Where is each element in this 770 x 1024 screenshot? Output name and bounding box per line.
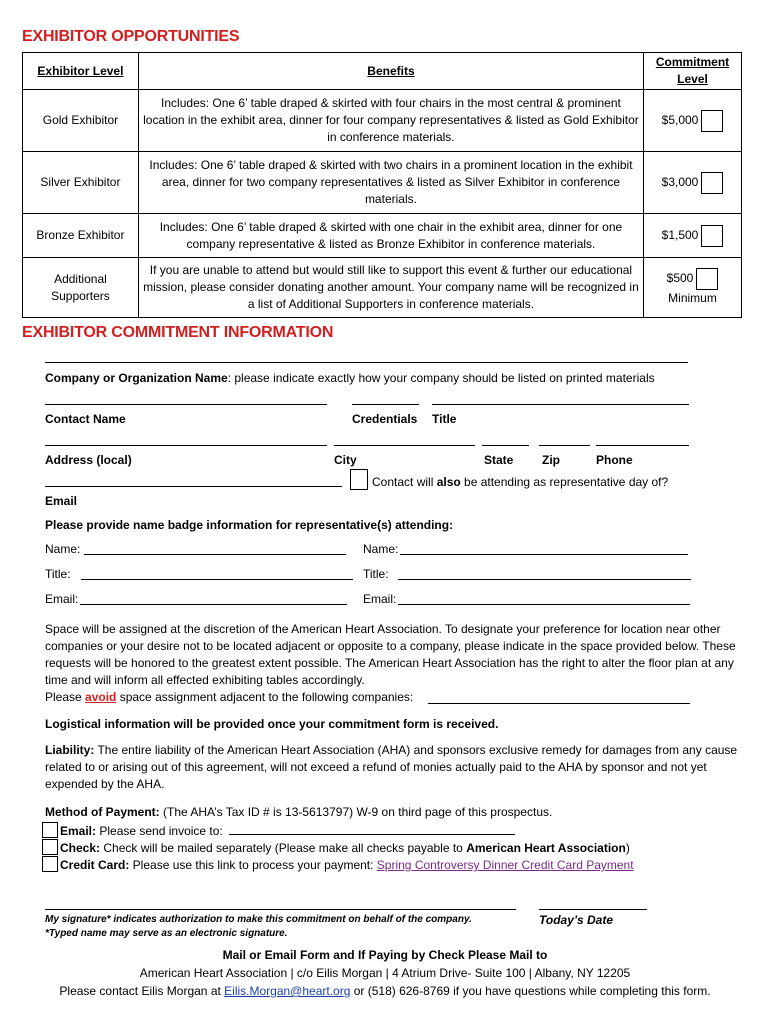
badge-heading: Please provide name badge information for representative(s) attending: xyxy=(45,518,454,532)
space-paragraph: Space will be assigned at the discretion of the American Heart Association. To designate your preference for location near other companies or your desire not to be located adjacent or opposite to a company, please indicate in the space provided below. These requests will be honored to the greatest extent possible. The American Heart Association has the right to alter the floor plan at any time and will inform all effected exhibiting tables accordingly. xyxy=(45,622,736,687)
avoid-word: avoid xyxy=(85,690,117,704)
email-label: Email xyxy=(45,494,78,508)
amount-value: $500 xyxy=(666,271,694,286)
pay-check-payee: American Heart Association xyxy=(466,841,626,855)
liability-text: The entire liability of the American Heart Association (AHA) and sponsors exclusive remedy for damages from any cause related to or arising out of this agreement, will not exceed a refund of monies actually paid to the AHA by sponsor and not yet expended by the AHA. xyxy=(45,743,738,791)
avoid-post: space assignment adjacent to the following companies: xyxy=(116,690,414,704)
address-label: Address (local) xyxy=(45,453,132,467)
amount-cell xyxy=(644,258,742,318)
credit-card-link[interactable]: Spring Controversy Dinner Credit Card Payment xyxy=(376,858,634,872)
phone-label: Phone xyxy=(596,453,633,467)
pay-check-row xyxy=(42,839,630,855)
signature-line[interactable] xyxy=(45,909,516,910)
attending-question xyxy=(372,475,668,489)
table-row xyxy=(23,90,742,152)
level-cell: Additional Supporters xyxy=(23,258,139,318)
payment-text: (The AHA’s Tax ID # is 13-5613797) W-9 on third page of this prospectus. xyxy=(159,805,553,819)
pay-card-checkbox[interactable] xyxy=(42,856,58,872)
benefits-cell: If you are unable to attend but would still like to support this event & further our educational mission, please consider donating another amount. Your company name will be recognized in a list of Additional Supporters in conference materials. xyxy=(138,258,643,318)
pay-card-label: Credit Card: xyxy=(60,858,130,872)
contact-name-line[interactable] xyxy=(45,404,327,405)
invoice-email-line[interactable] xyxy=(229,834,515,835)
contact-email-link[interactable]: Eilis.Morgan@heart.org xyxy=(224,984,351,998)
pay-email-label: Email: xyxy=(60,824,97,838)
city-line[interactable] xyxy=(334,445,475,446)
liability-label: Liability: xyxy=(45,743,95,757)
benefits-cell: Includes: One 6’ table draped & skirted with one chair in the exhibit area, dinner for one company representative & listed as Bronze Exhibitor in conference materials. xyxy=(138,214,643,258)
section-title-opportunities: EXHIBITOR OPPORTUNITIES xyxy=(22,28,240,45)
title-label: Title xyxy=(432,412,457,426)
credentials-label: Credentials xyxy=(352,412,418,426)
city-label: City xyxy=(334,453,357,467)
avoid-row xyxy=(45,690,413,704)
badge-title-label: Title: xyxy=(363,567,389,581)
badge-name-line-1[interactable] xyxy=(84,554,346,555)
liability-paragraph xyxy=(45,742,745,793)
pay-check-label: Check: xyxy=(60,841,101,855)
amount-value: $1,500 xyxy=(661,227,699,242)
email-line[interactable] xyxy=(45,486,342,487)
badge-email-label: Email: xyxy=(363,592,397,606)
todays-date-label: Today’s Date xyxy=(539,913,614,927)
logistics-note: Logistical information will be provided once your commitment form is received. xyxy=(45,717,499,731)
attending-pre: Contact will xyxy=(372,475,437,489)
title-line[interactable] xyxy=(432,404,689,405)
benefits-cell: Includes: One 6’ table draped & skirted with four chairs in the most central & prominent location in the exhibit area, dinner for four company representatives & listed as Gold Exhibitor in conference materials. xyxy=(138,90,643,152)
pay-email-text: Please send invoice to: xyxy=(96,824,223,838)
section-title-commitment: EXHIBITOR COMMITMENT INFORMATION xyxy=(22,324,334,341)
amount-cell xyxy=(644,214,742,258)
attending-bold: also xyxy=(436,475,461,489)
badge-name-line-2[interactable] xyxy=(400,554,688,555)
table-row xyxy=(23,258,742,318)
level-cell: Gold Exhibitor xyxy=(23,90,139,152)
badge-title-label: Title: xyxy=(45,567,71,581)
footer-contact xyxy=(0,984,770,998)
avoid-pre: Please xyxy=(45,690,86,704)
amount-note: Minimum xyxy=(668,291,717,305)
badge-name-label: Name: xyxy=(363,542,399,556)
company-hint: : please indicate exactly how your company should be listed on printed materials xyxy=(227,371,655,385)
badge-title-line-2[interactable] xyxy=(398,579,691,580)
pay-check-text: Check will be mailed separately (Please make all checks payable to xyxy=(100,841,467,855)
badge-name-label: Name: xyxy=(45,542,81,556)
pay-card-row xyxy=(42,856,634,872)
table-row xyxy=(23,152,742,214)
contact-post: or (518) 626-8769 if you have questions while completing this form. xyxy=(350,984,711,998)
silver-checkbox[interactable] xyxy=(701,172,723,194)
footer-heading: Mail or Email Form and If Paying by Check Please Mail to xyxy=(222,948,548,962)
payment-label: Method of Payment: xyxy=(45,805,160,819)
payment-row xyxy=(45,805,552,819)
header-level: Exhibitor Level xyxy=(23,53,139,90)
benefits-cell: Includes: One 6’ table draped & skirted with two chairs in a prominent location in the exhibit area, dinner for two company representatives & listed as Silver Exhibitor in conference materials. xyxy=(138,152,643,214)
signature-note: My signature* indicates authorization to make this commitment on behalf of the company. xyxy=(45,914,472,925)
pay-check-checkbox[interactable] xyxy=(42,839,58,855)
header-benefits: Benefits xyxy=(138,53,643,90)
amount-value: $5,000 xyxy=(661,112,699,127)
table-row xyxy=(23,214,742,258)
amount-cell xyxy=(644,90,742,152)
level-cell: Bronze Exhibitor xyxy=(23,214,139,258)
contact-pre: Please contact Eilis Morgan at xyxy=(59,984,225,998)
company-label: Company or Organization Name xyxy=(45,371,228,385)
pay-check-end: ) xyxy=(625,841,630,855)
contact-name-label: Contact Name xyxy=(45,412,126,426)
address-line[interactable] xyxy=(45,445,327,446)
badge-email-line-2[interactable] xyxy=(398,604,690,605)
level-cell: Silver Exhibitor xyxy=(23,152,139,214)
supporter-checkbox[interactable] xyxy=(696,268,718,290)
pay-email-row xyxy=(42,822,223,838)
typed-name-note: *Typed name may serve as an electronic signature. xyxy=(45,928,288,939)
badge-email-label: Email: xyxy=(45,592,79,606)
zip-line[interactable] xyxy=(539,445,590,446)
bronze-checkbox[interactable] xyxy=(701,225,723,247)
attending-post: be attending as representative day of? xyxy=(460,475,669,489)
attending-checkbox[interactable] xyxy=(350,469,368,490)
gold-checkbox[interactable] xyxy=(701,110,723,132)
company-name-line[interactable] xyxy=(45,362,688,363)
state-line[interactable] xyxy=(482,445,529,446)
avoid-companies-line[interactable] xyxy=(428,703,690,704)
badge-email-line-1[interactable] xyxy=(80,604,347,605)
pay-card-text: Please use this link to process your payment: xyxy=(129,858,377,872)
footer-address: American Heart Association | c/o Eilis Morgan | 4 Atrium Drive- Suite 100 | Albany, NY 12205 xyxy=(139,966,631,980)
header-commitment: Commitment Level xyxy=(644,53,742,90)
amount-value: $3,000 xyxy=(661,174,699,189)
exhibitor-table xyxy=(22,52,742,318)
pay-email-checkbox[interactable] xyxy=(42,822,58,838)
phone-line[interactable] xyxy=(596,445,689,446)
amount-cell xyxy=(644,152,742,214)
credentials-line[interactable] xyxy=(352,404,419,405)
company-label-row xyxy=(45,371,655,385)
zip-label: Zip xyxy=(542,453,560,467)
state-label: State xyxy=(484,453,514,467)
date-line[interactable] xyxy=(539,909,647,910)
badge-title-line-1[interactable] xyxy=(81,579,353,580)
